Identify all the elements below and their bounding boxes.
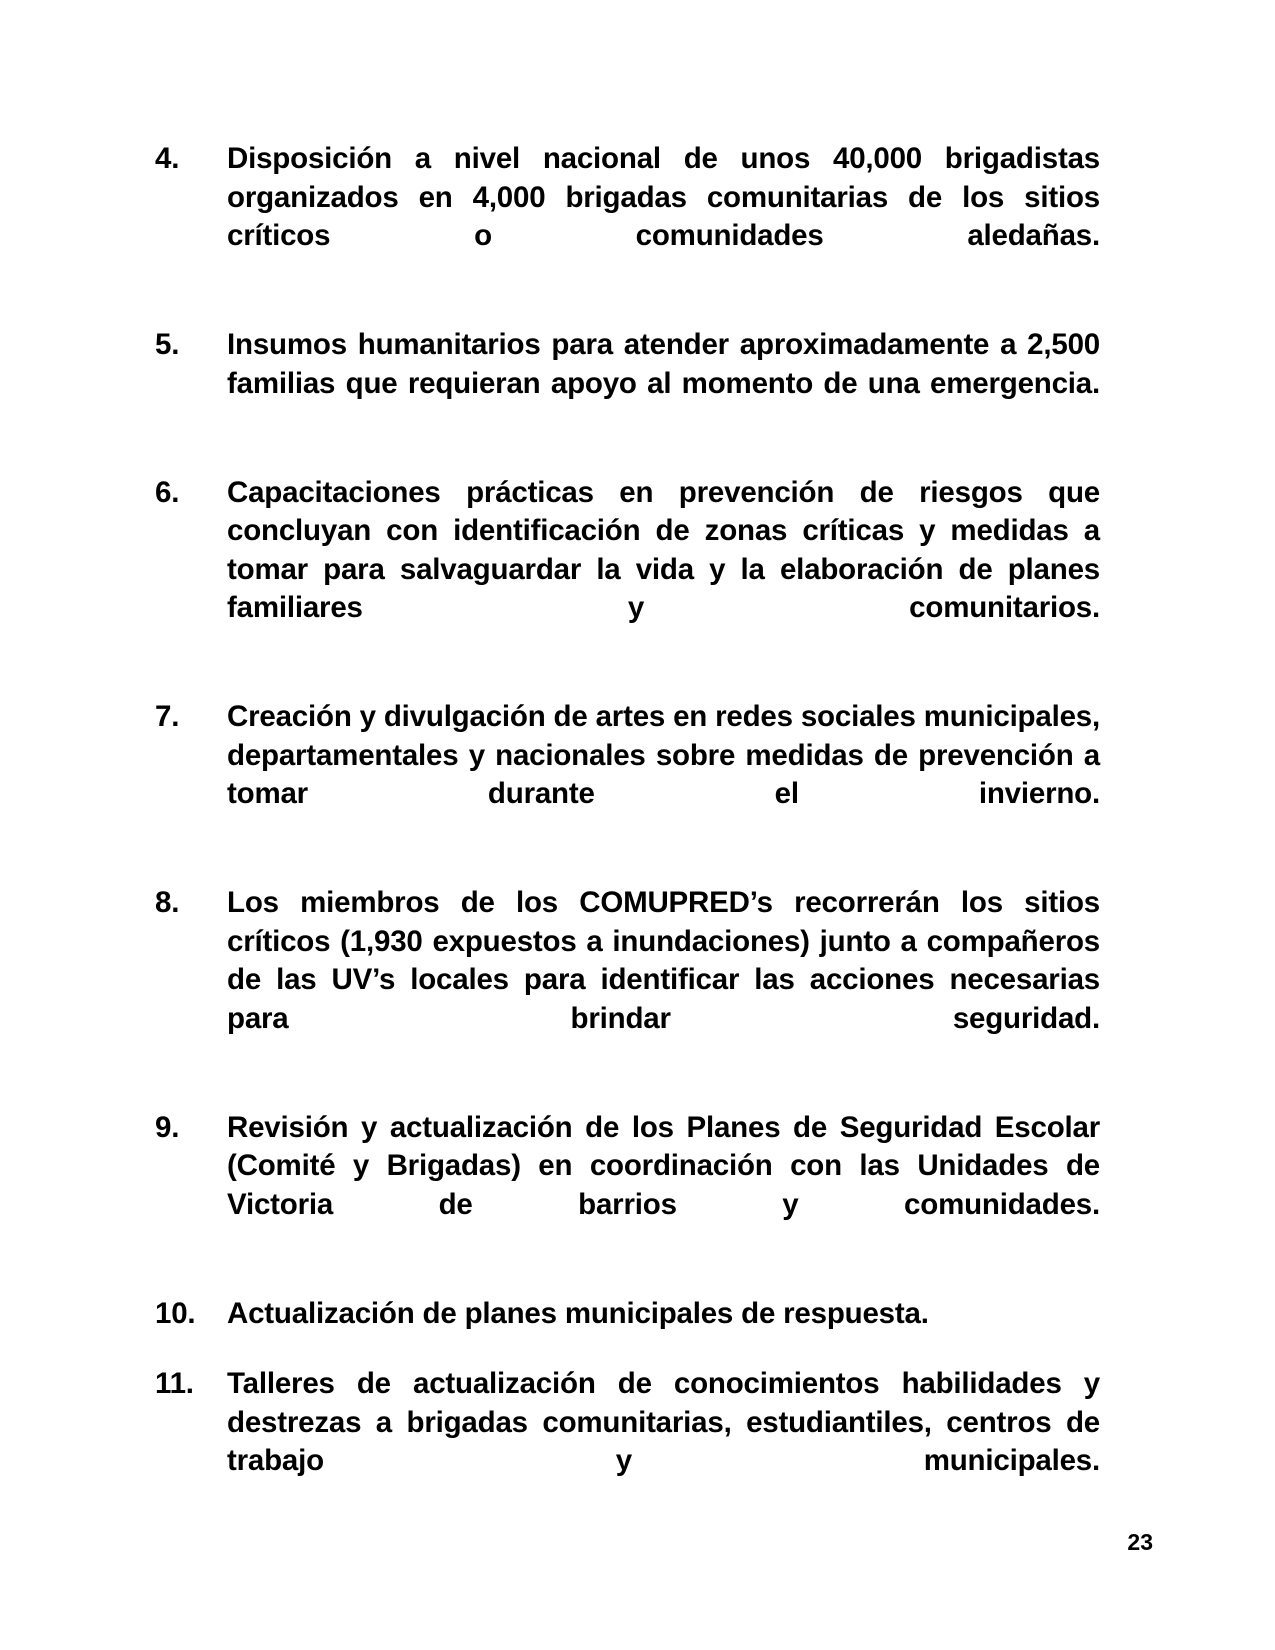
list-item-text: Talleres de actualización de conocimientos habilidades y destrezas a brigadas comunitarias, estudiantiles, centros de trabajo y municipales.	[227, 1367, 1100, 1477]
list-item-number: 6.	[155, 475, 180, 509]
list-item-number: 4.	[155, 142, 180, 175]
list-item	[155, 1109, 1100, 1263]
list-item	[155, 326, 1100, 442]
list-item-text: Actualización de planes municipales de respuesta.	[227, 1296, 929, 1330]
page-body	[155, 140, 1100, 1519]
list-item-text: Creación y divulgación de artes en redes sociales municipales, departamentales y nacionales sobre medidas de prevención a tomar durante el invierno.	[227, 700, 1100, 810]
list-item-number: 10.	[155, 1296, 196, 1330]
numbered-list	[155, 140, 1100, 1519]
list-item-number: 7.	[155, 700, 180, 733]
list-item	[155, 140, 1100, 294]
list-item	[155, 474, 1100, 667]
list-item-text: Disposición a nivel nacional de unos 40,000 brigadistas organizados en 4,000 brigadas comunitarias de los sitios críticos o comunidades aledañas.	[227, 142, 1100, 252]
page-number: 23	[1127, 1529, 1153, 1555]
list-item-text: Revisión y actualización de los Planes de Seguridad Escolar (Comité y Brigadas) en coordinación con las Unidades de Victoria de barrios y comunidades.	[227, 1110, 1100, 1221]
list-item-text: Capacitaciones prácticas en prevención de riesgos que concluyan con identificación de zonas críticas y medidas a tomar para salvaguardar la vida y la elaboración de planes familiares y comunitarios.	[227, 475, 1100, 624]
list-item-number: 5.	[155, 328, 180, 361]
list-item	[155, 1295, 1100, 1334]
list-item	[155, 884, 1100, 1077]
list-item-text: Los miembros de los COMUPRED’s recorrerán los sitios críticos (1,930 expuestos a inundaciones) junto a compañeros de las UV’s locales para identificar las acciones necesarias para brindar seguridad.	[227, 886, 1100, 1035]
list-item-number: 11.	[155, 1367, 194, 1400]
list-item-number: 9.	[155, 1110, 180, 1144]
list-item-text: Insumos humanitarios para atender aproximadamente a 2,500 familias que requieran apoyo al momento de una emergencia.	[227, 328, 1100, 400]
list-item-number: 8.	[155, 886, 180, 919]
list-item	[155, 1365, 1100, 1519]
list-item	[155, 698, 1100, 852]
